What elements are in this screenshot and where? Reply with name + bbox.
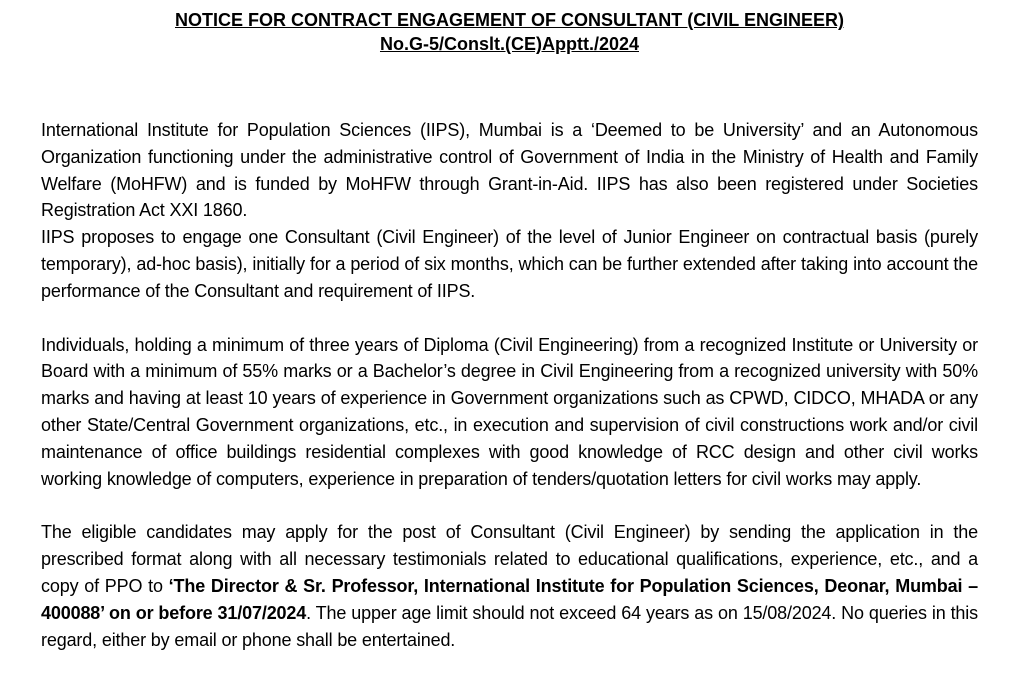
- paragraph-how-to-apply: [41, 519, 978, 653]
- paragraph-engagement-details: IIPS proposes to engage one Consultant (Civil Engineer) of the level of Junior Engineer on contractual basis (purely temporary), ad-hoc basis), initially for a period of six months, which can be further extended after taking into account the performance of the Consultant and requirement of IIPS.: [41, 227, 978, 301]
- paragraph-eligibility: Individuals, holding a minimum of three years of Diploma (Civil Engineering) from a recognized Institute or University or Board with a minimum of 55% marks or a Bachelor’s degree in Civil Engineering from a recognized university with 50% marks and having at least 10 years of experience in Government organizations such as CPWD, CIDCO, MHADA or any other State/Central Government organizations, etc., in execution and supervision of civil constructions work and/or civil maintenance of office buildings residential complexes with good knowledge of RCC design and other civil works working knowledge of computers, experience in preparation of tenders/quotation letters for civil works may apply.: [41, 334, 978, 489]
- notice-title: NOTICE FOR CONTRACT ENGAGEMENT OF CONSULTANT (CIVIL ENGINEER): [175, 10, 844, 30]
- notice-reference-number: No.G-5/Conslt.(CE)Apptt./2024: [379, 34, 639, 54]
- paragraph-spacer: [41, 492, 978, 519]
- paragraph-spacer: [41, 305, 978, 332]
- apply-text-end: . The upper age limit should not exceed 64 years as on 15/08/2024. No queries in this regard, either by email or phone shall be entertained.: [41, 602, 978, 650]
- notice-document: [41, 8, 978, 653]
- apply-text-start: The eligible candidates may apply for the post of Consultant (Civil Engineer) by sending the application in the prescribed format along with all necessary testimonials related to educational qualifications, experience, etc., and a copy of PPO to: [41, 522, 978, 596]
- paragraph-institute-intro: International Institute for Population Sciences (IIPS), Mumbai is a ‘Deemed to be University’ and an Autonomous Organization functioning under the administrative control of Government of India in the Ministry of Health and Family Welfare (MoHFW) and is funded by MoHFW through Grant-in-Aid. IIPS has also been registered under Societies Registration Act XXI 1860.: [41, 120, 978, 221]
- apply-address-deadline: ‘The Director & Sr. Professor, International Institute for Population Sciences, Deonar, Mumbai – 400088’ on or before 31/07/2024: [41, 575, 978, 623]
